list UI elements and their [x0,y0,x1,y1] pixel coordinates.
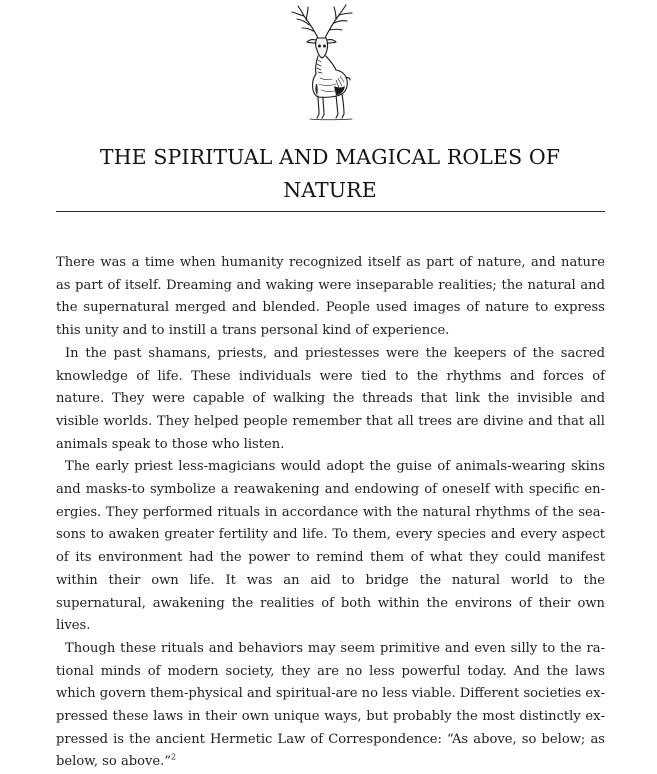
chapter-title-line-2: NATURE [283,178,377,202]
deer-illustration-icon [280,4,370,122]
paragraph-4 [56,638,605,774]
paragraph-2: In the past shamans, priests, and priestesses were the keepers of the sacred knowledge of life. These individuals were tied to the rhythms and forces of nature. They were capable of walking the threads that link the invisible and visible worlds. They helped people remember that all trees are divine and that all animals speak to those who listen. [56,345,605,452]
paragraph-1: There was a time when humanity recognized itself as part of nature, and nature as part of itself. Dreaming and waking were inseparable realities; the natural and the supernatural merged and blended. People used images of nature to express this unity and to instill a trans personal kind of experience. [56,255,605,339]
paragraph-3: The early priest less-magicians would adopt the guise of animals-wearing skins and masks-to symbolize a reawakening and endowing of oneself with specific energies. They performed rituals in accordance with the natural rhythms of the seasons to awaken greater fertility and life. To them, every species and every aspect of its environment had the power to remind them of what they could manifest within their own life. It was an aid to bridge the natural world to the supernatural, awakening the realities of both within the environs of their own lives. [56,459,605,634]
chapter-title-line-1: THE SPIRITUAL AND MAGICAL ROLES OF [99,145,561,169]
chapter-body [56,252,605,774]
chapter-title [56,141,604,207]
paragraph-4-text: Though these rituals and behaviors may seem primitive and even silly to the rational minds of modern society, they are no less powerful today. And the laws which govern them-physical and spiritual-are no less viable. Different societies expressed these laws in their own unique ways, but probably the most distinctly expressed is the ancient Hermetic Law of Correspondence: “As above, so below; as below, so above.” [56,640,605,770]
footnote-reference[interactable]: 2 [171,753,177,763]
title-divider [56,211,605,212]
